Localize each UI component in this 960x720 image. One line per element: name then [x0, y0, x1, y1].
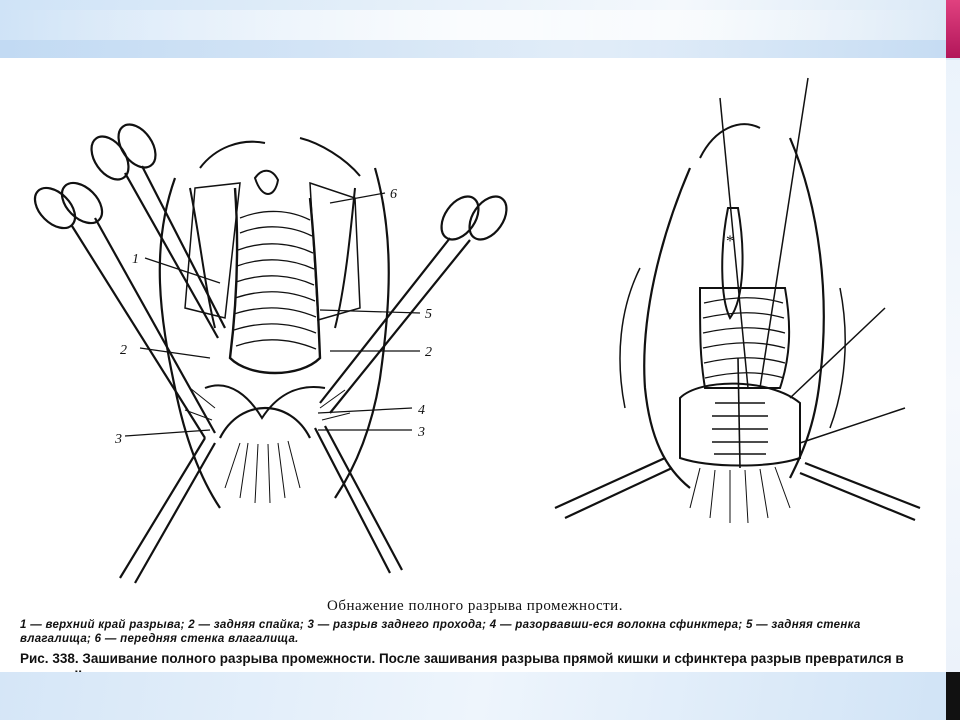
label-3-left: 3 [115, 432, 122, 447]
label-2-left: 2 [120, 343, 127, 358]
caption-legend: 1 — верхний край разрыва; 2 — задняя спайка; 3 — разрыв заднего прохода; 4 — разорвавши-еся волокна сфинктера; 5 — задняя стенка влагалища; 6 — передняя стенка влагалища. [20, 619, 861, 645]
slide-bottom-decoration [0, 672, 960, 720]
caption-title: Обнажение полного разрыва промежности. [327, 598, 623, 614]
label-2-right: 2 [425, 345, 432, 360]
label-1: 1 [132, 252, 139, 267]
anatomical-illustration [0, 58, 946, 598]
bottom-corner-block [946, 672, 960, 720]
label-4: 4 [418, 403, 425, 418]
figure-text: Зашивание полного разрыва промежности. После зашивания разрыва прямой кишки и сфинктера разрыв превратился в [82, 651, 904, 666]
scanned-page [0, 58, 946, 672]
top-light-band [0, 10, 960, 40]
svg-text:*: * [726, 233, 734, 250]
figure-number: Рис. 338. [20, 651, 79, 666]
label-6: 6 [390, 187, 397, 202]
illustration-svg [0, 58, 946, 598]
slide-top-decoration [0, 0, 960, 60]
top-blue-band [0, 40, 960, 58]
label-5: 5 [425, 307, 432, 322]
accent-strip [946, 0, 960, 58]
label-3-right: 3 [418, 425, 425, 440]
